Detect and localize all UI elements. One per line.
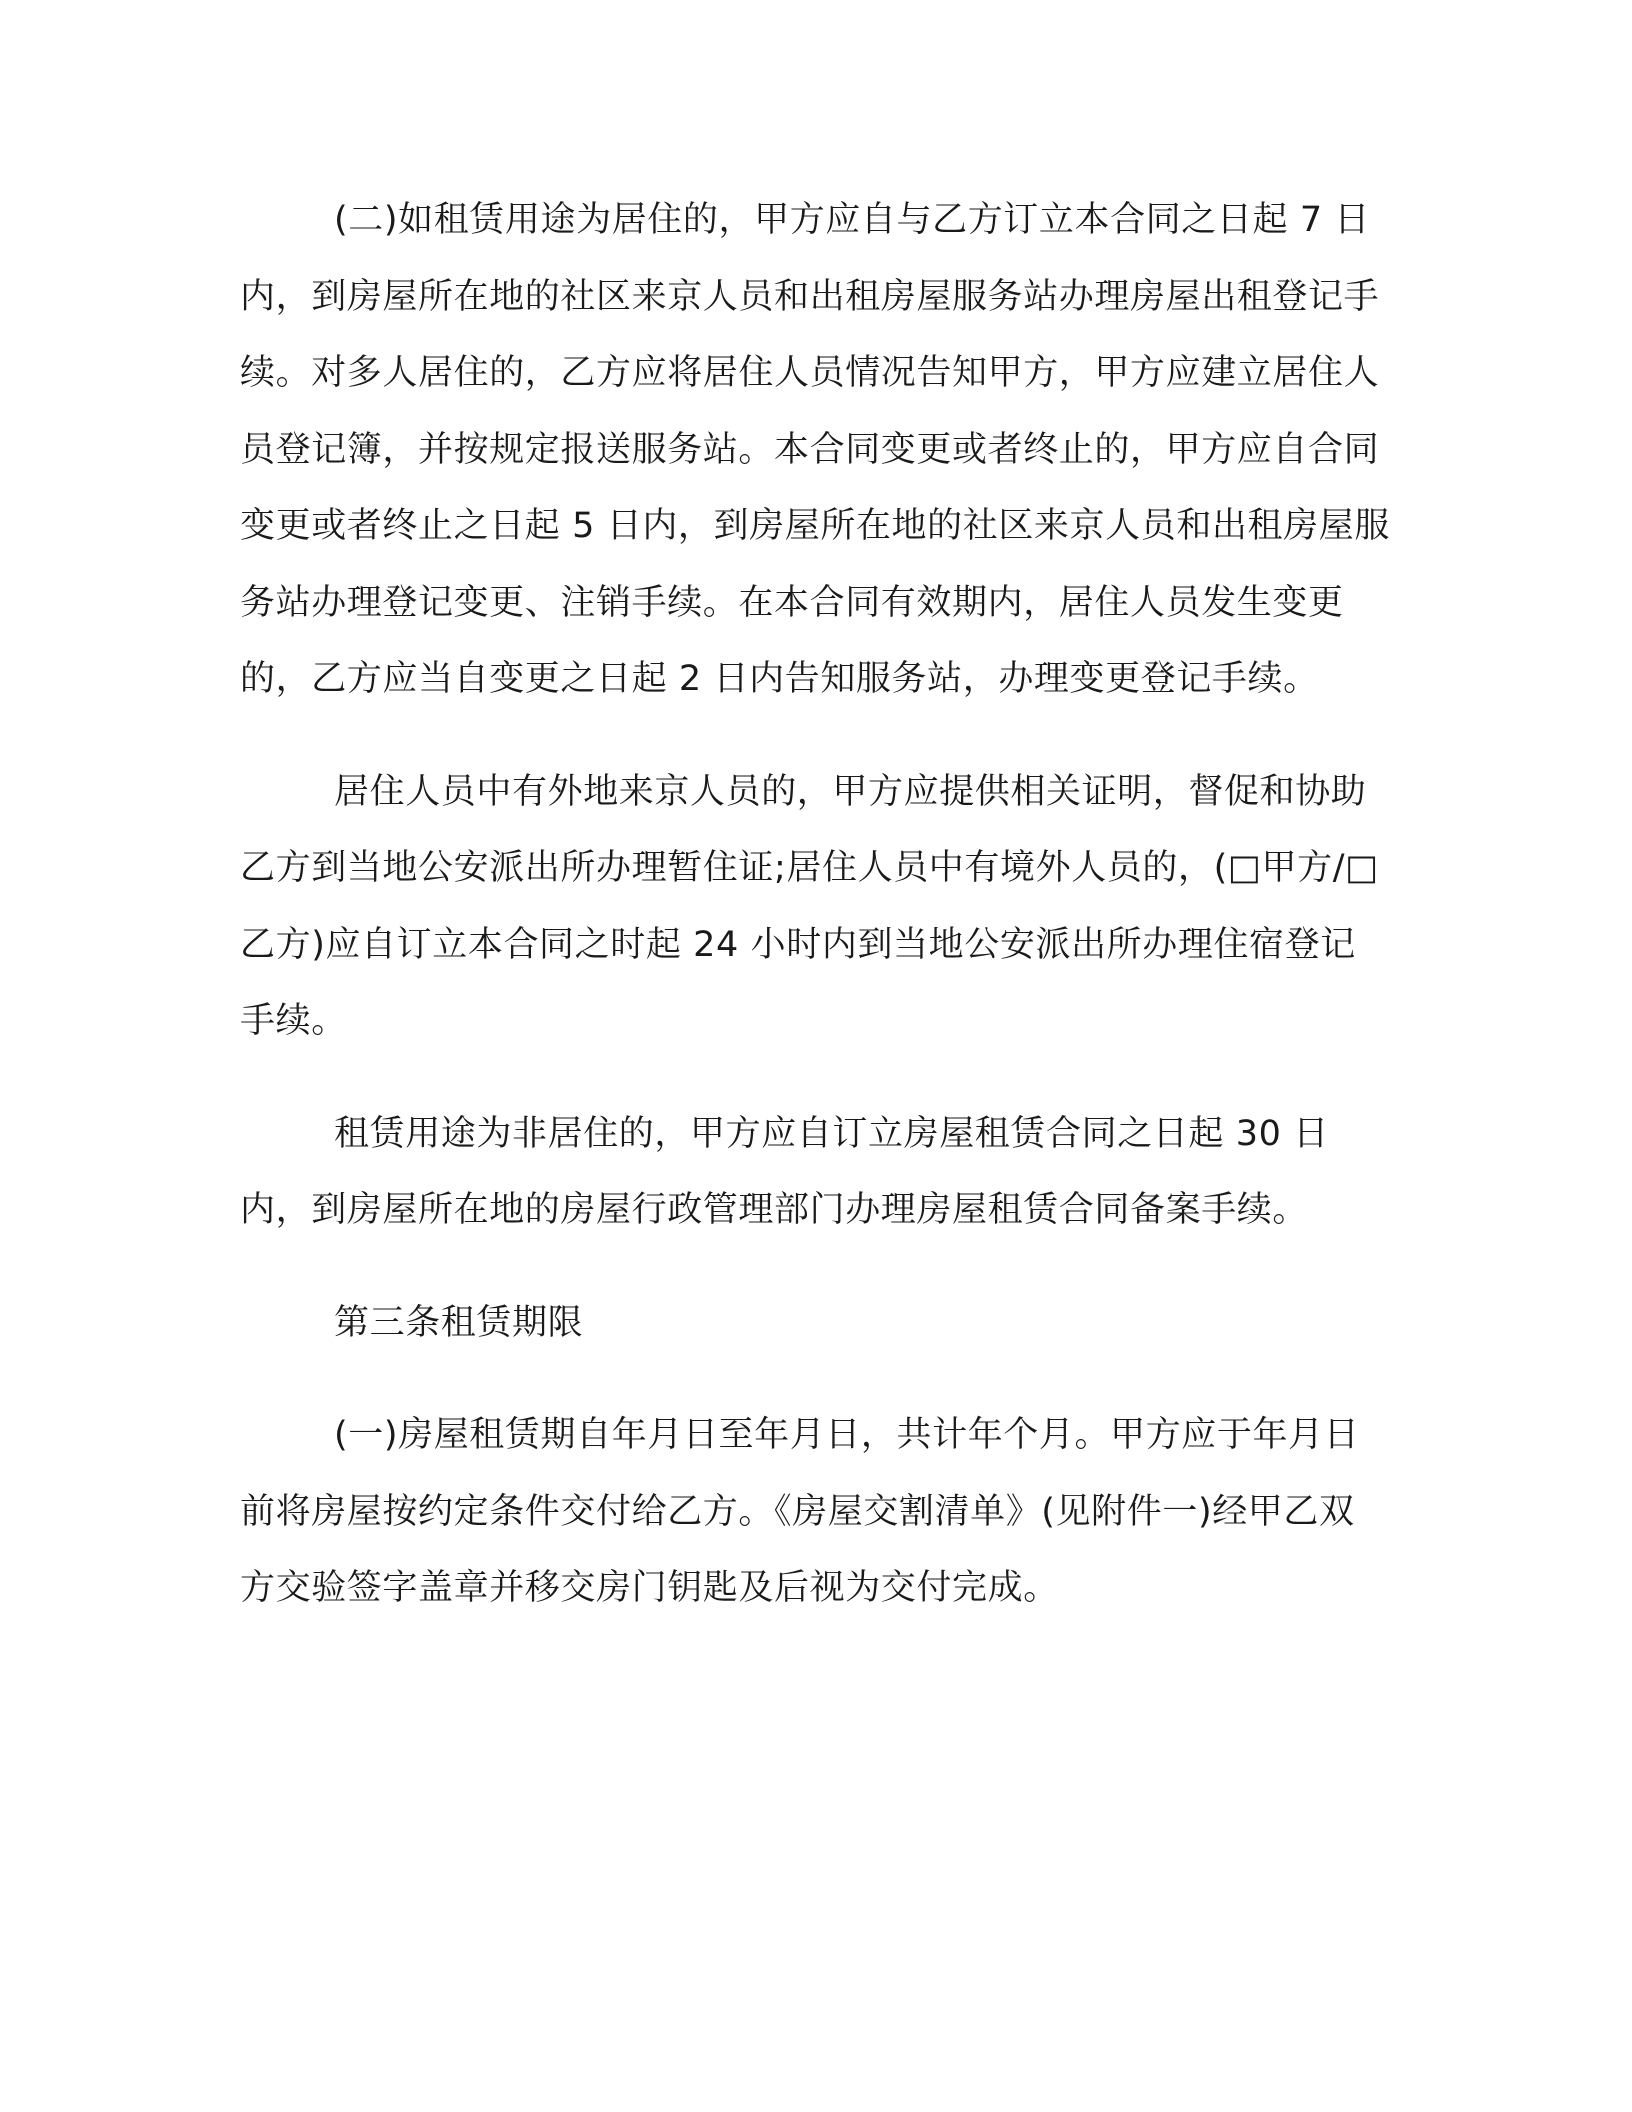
paragraph-nonresidential-filing: 租赁用途为非居住的，甲方应自订立房屋租赁合同之日起 30 日内，到房屋所在地的房屋行政管理部门办理房屋租赁合同备案手续。 (240, 1113, 1329, 1230)
paragraph-nonlocal-residents: 居住人员中有外地来京人员的，甲方应提供相关证明，督促和协助乙方到当地公安派出所办理暂住证;居住人员中有境外人员的，(□甲方/□乙方)应自订立本合同之时起 24 小时内到当地公安派出所办理住宿登记手续。 (240, 771, 1379, 1041)
paragraph-registration-residential: (二)如租赁用途为居住的，甲方应自与乙方订立本合同之日起 7 日内，到房屋所在地的社区来京人员和出租房屋服务站办理房屋出租登记手续。对多人居住的，乙方应将居住人员情况告知甲方，甲方应建立居住人员登记簿，并按规定报送服务站。本合同变更或者终止的，甲方应自合同变更或者终止之日起 5 日内，到房屋所在地的社区来京人员和出租房屋服务站办理登记变更、注销手续。在本合同有效期内，居住人员发生变更的，乙方应当自变更之日起 2 日内告知服务站，办理变更登记手续。 (240, 200, 1390, 699)
paragraph-lease-period: (一)房屋租赁期自年月日至年月日，共计年个月。甲方应于年月日前将房屋按约定条件交付给乙方。《房屋交割清单》(见附件一)经甲乙双方交验签字盖章并移交房门钥匙及后视为交付完成。 (240, 1415, 1360, 1608)
section-heading-lease-term: 第三条租赁期限 (334, 1302, 584, 1343)
document-page (240, 182, 1390, 1663)
